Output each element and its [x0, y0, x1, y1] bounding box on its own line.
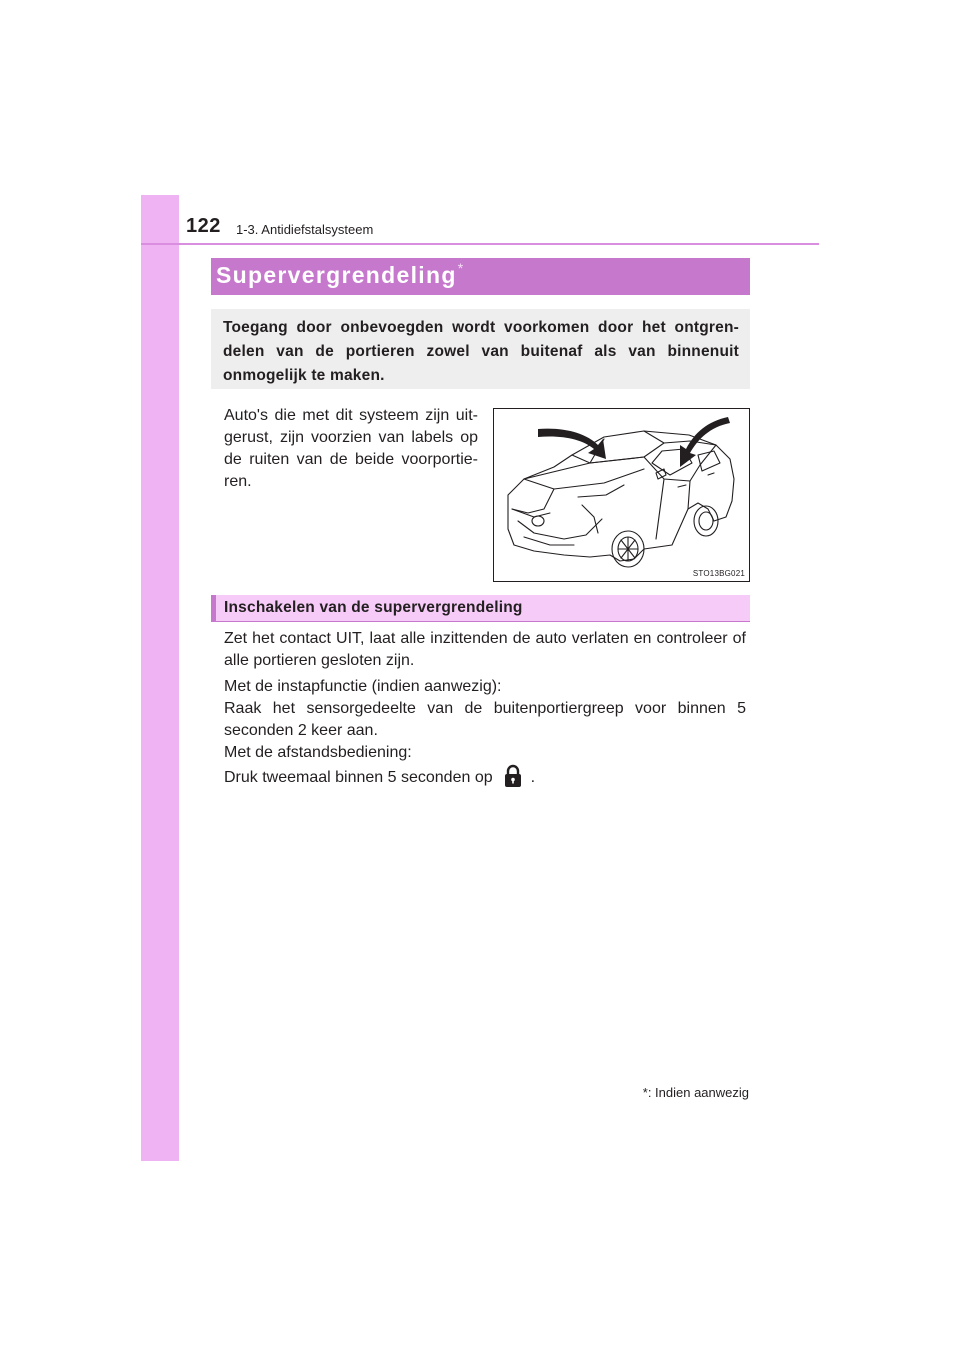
- breadcrumb: 1-3. Antidiefstalsysteem: [236, 222, 374, 237]
- lock-icon: [503, 764, 523, 795]
- page-number: 122: [186, 215, 221, 237]
- footnote-asterisk: *: [642, 1085, 648, 1100]
- title-asterisk: *: [457, 260, 465, 276]
- sub-heading-underline: [211, 621, 750, 622]
- remote-instruction-text: Druk tweemaal binnen 5 seconden op: [224, 769, 493, 786]
- sub-heading-accent: [211, 595, 216, 622]
- car-drawing: [494, 409, 749, 581]
- smart-entry-instruction: Raak het sensorgedeelte van de buitenportiergreep voor binnen 5 seconden 2 keer aan.: [224, 700, 746, 739]
- labels-paragraph: Auto's die met dit systeem zijn uit-gerust, zijn voorzien van labels op de ruiten van de beide voorportie-ren.: [224, 407, 478, 490]
- smart-entry-label: Met de instapfunctie (indien aanwezig):: [224, 678, 502, 695]
- intro-text: Toegang door onbevoegden wordt voorkomen door het ontgren-delen van de portieren zowel van buitenaf als van binnenuit onmogelijk te maken.: [223, 319, 739, 384]
- side-tab-band: [141, 195, 179, 1161]
- header-divider: [141, 243, 819, 245]
- step-paragraph: Zet het contact UIT, laat alle inzittenden de auto verlaten en controleer of alle portieren gesloten zijn.: [224, 630, 746, 669]
- remote-label: Met de afstandsbediening:: [224, 744, 412, 761]
- sub-heading: Inschakelen van de supervergrendeling: [224, 599, 523, 616]
- figure-code: STO13BG021: [692, 569, 745, 578]
- section-title: [216, 262, 464, 289]
- footnote: [643, 1085, 749, 1100]
- footnote-text: : Indien aanwezig: [647, 1085, 749, 1100]
- remote-instruction-end: .: [530, 769, 536, 786]
- section-title-text: Supervergrendeling: [216, 262, 457, 288]
- remote-instruction: [224, 764, 746, 795]
- car-illustration: [493, 408, 750, 582]
